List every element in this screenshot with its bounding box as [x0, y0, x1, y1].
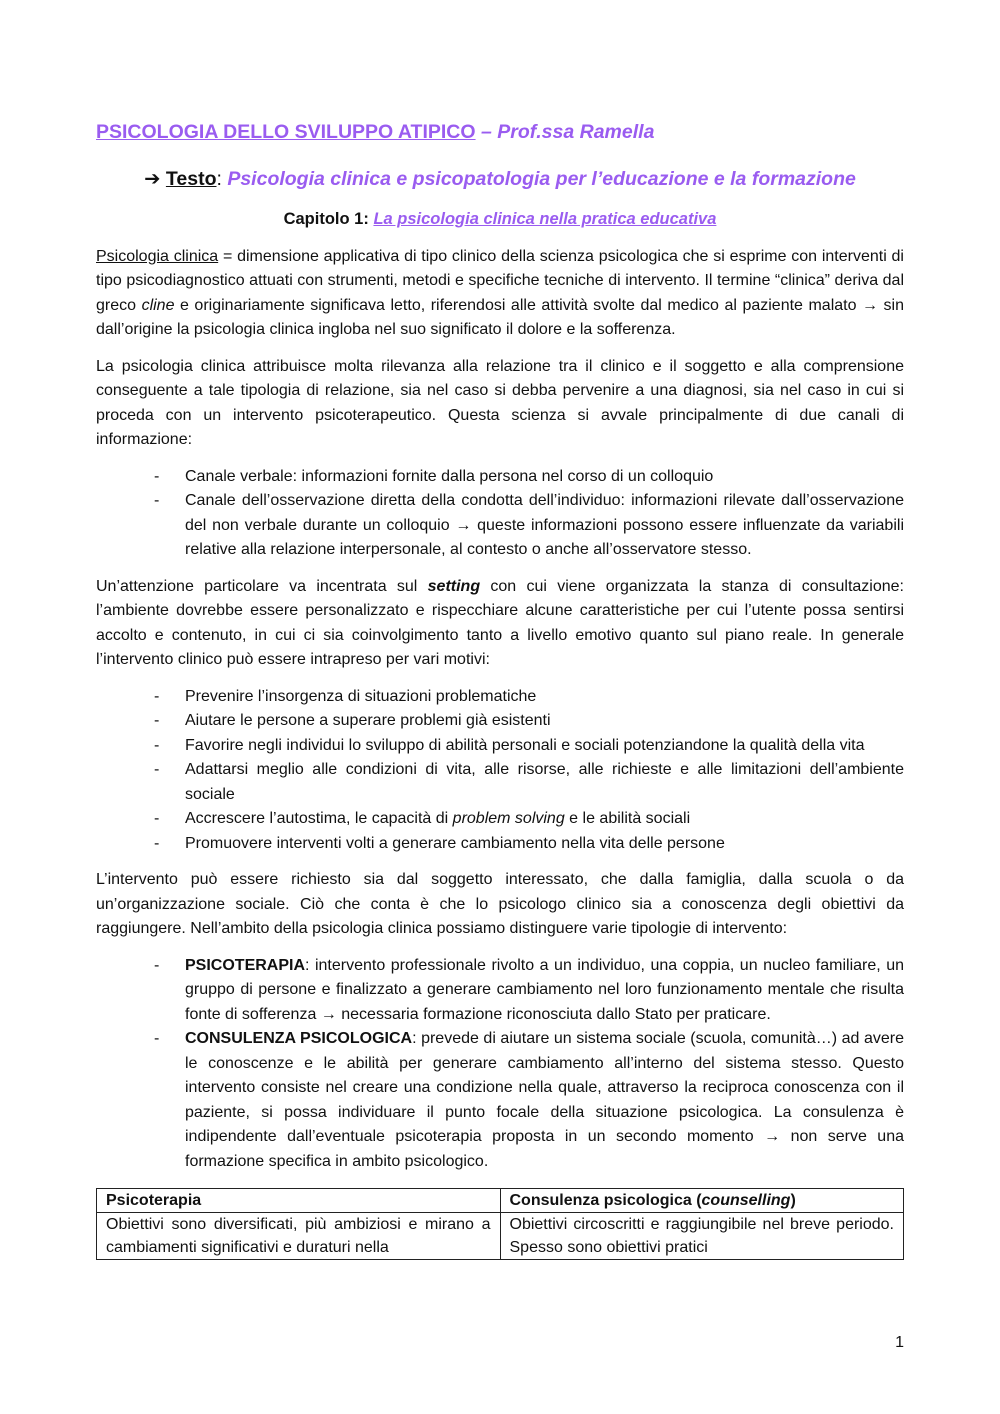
table-cell: Obiettivi circoscritti e raggiungibile nel breve periodo. Spesso sono obiettivi pratici	[500, 1213, 904, 1260]
list-item: - Aiutare le persone a superare problemi già esistenti	[96, 709, 904, 734]
chapter-heading	[96, 207, 904, 232]
list-item: - Accrescere l’autostima, le capacità di problem solving e le abilità sociali	[96, 807, 904, 832]
paragraph-text: con cui viene organizzata la stanza di consultazione: l’ambiente dovrebbe essere personalizzato e rispecchiare alcune caratteristiche per cui l’utente possa sentirsi accolto e contenuto, in cui ci sia coinvolgimento tanto a livello emotivo quanto sul piano reale. In generale l’intervento clinico può essere intrapreso per vari motivi:	[96, 577, 904, 668]
motives-list	[96, 685, 904, 857]
paragraph-text: e originariamente significava letto, riferendosi alle attività svolte dal medico al paziente malato → sin dall’origine la psicologia clinica ingloba nel suo significato il dolore e la sofferenza.	[96, 296, 905, 338]
chapter-title: La psicologia clinica nella pratica educativa	[373, 210, 717, 228]
list-item: - Canale dell’osservazione diretta della condotta dell’individuo: informazioni rilevate dall’osservazione del non verbale durante un colloquio → queste informazioni possono essere influenzate da variabili relative alla relazione interpersonale, al contesto o anche all’osservatore stesso.	[96, 489, 904, 563]
type-term: PSICOTERAPIA	[185, 956, 306, 974]
column-header: Consulenza psicologica (counselling)	[500, 1189, 904, 1213]
paragraph-definition	[96, 245, 904, 343]
type-term: CONSULENZA PSICOLOGICA	[185, 1030, 413, 1047]
defined-term: Psicologia clinica	[96, 247, 219, 265]
list-item: - PSICOTERAPIA: intervento professionale rivolto a un individuo, una coppia, un nucleo familiare, un gruppo di persone e finalizzato a generare cambiamento nel loro funzionamento mentale che risulta fonte di sofferenza → necessaria formazione riconosciuta dallo Stato per praticare.	[96, 954, 904, 1028]
chapter-label: Capitolo 1:	[283, 210, 369, 228]
greek-word: cline	[141, 296, 175, 314]
professor-name: – Prof.ssa Ramella	[480, 121, 655, 143]
setting-term: setting	[427, 577, 481, 595]
table-cell: Obiettivi sono diversificati, più ambiziosi e mirano a cambiamenti significativi e duraturi nella	[97, 1213, 501, 1260]
page-number: 1	[895, 1334, 904, 1351]
list-item: - Favorire negli individui lo sviluppo di abilità personali e sociali potenziandone la qualità della vita	[96, 734, 904, 759]
problem-solving-term: problem solving	[452, 810, 565, 827]
document-page	[96, 118, 904, 1260]
list-item: - Canale verbale: informazioni fornite dalla persona nel corso di un colloquio	[96, 465, 904, 490]
comparison-table	[96, 1188, 904, 1260]
course-name: PSICOLOGIA DELLO SVILUPPO ATIPICO	[96, 121, 476, 143]
table-header-row	[97, 1189, 904, 1213]
paragraph-relation: La psicologia clinica attribuisce molta rilevanza alla relazione tra il clinico e il soggetto e alla comprensione conseguente a tale tipologia di relazione, sia nel caso si debba pervenire a una diagnosi, sia nel caso in cui si proceda con un intervento psicoterapeutico. Questa scienza si avvale principalmente di due canali di informazione:	[96, 357, 904, 448]
list-item: - Promuovere interventi volti a generare cambiamento nella vita delle persone	[96, 832, 904, 857]
paragraph-setting	[96, 575, 904, 673]
intervention-types-list	[96, 954, 904, 1175]
column-header: Psicoterapia	[97, 1189, 501, 1213]
document-title	[96, 118, 904, 146]
arrow-icon: ➔	[144, 168, 161, 190]
paragraph-text: = dimensione applicativa di tipo clinico della scienza psicologica che si esprime con interventi di tipo psicodiagnostico attuati con strumenti, metodi e specifiche tecniche di intervento. Il termine “clinica” deriva dal greco	[96, 247, 904, 314]
book-reference: ➔ Testo: Psicologia clinica e psicopatologia per l’educazione e la formazione	[144, 168, 856, 190]
book-title: Psicologia clinica e psicopatologia per l’educazione e la formazione	[227, 168, 856, 190]
table-row	[97, 1213, 904, 1260]
list-item: - Prevenire l’insorgenza di situazioni problematiche	[96, 685, 904, 710]
paragraph-text: Un’attenzione particolare va incentrata sul	[96, 577, 428, 595]
text-label: Testo	[165, 168, 217, 190]
paragraph-intervention: L’intervento può essere richiesto sia dal soggetto interessato, che dalla famiglia, dalla scuola o da un’organizzazione sociale. Ciò che conta è che lo psicologo clinico sia a conoscenza degli obiettivi da raggiungere. Nell’ambito della psicologia clinica possiamo distinguere varie tipologie di intervento:	[96, 871, 904, 937]
channels-list	[96, 465, 904, 563]
list-item: - CONSULENZA PSICOLOGICA: prevede di aiutare un sistema sociale (scuola, comunità…) ad avere le conoscenze e le abilità per generare cambiamento all’interno del sistema stesso. Questo intervento consiste nel creare una condizione nella quale, attraverso la reciproca conoscenza con il paziente, si possa individuare il punto focale della situazione psicologica. La consulenza è indipendente dall’eventuale psicoterapia proposta in un secondo momento → non serve una formazione specifica in ambito psicologico.	[96, 1027, 904, 1174]
list-item: - Adattarsi meglio alle condizioni di vita, alle risorse, alle richieste e alle limitazioni dell’ambiente sociale	[96, 758, 904, 807]
